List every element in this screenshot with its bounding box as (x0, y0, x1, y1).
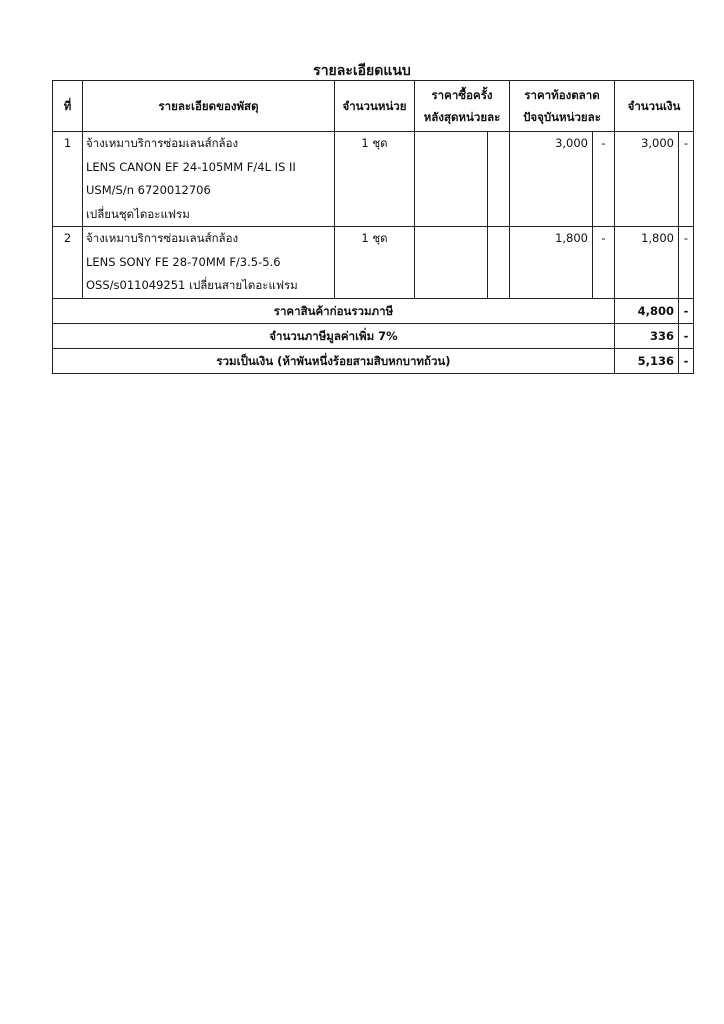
subtotal-label: ราคาสินค้าก่อนรวมภาษี (53, 298, 615, 323)
row-last-price-sub (488, 132, 510, 227)
description-line: USM/S/n 6720012706 (86, 183, 211, 197)
row-market-price: 1,800 (510, 227, 593, 299)
description-line: LENS SONY FE 28-70MM F/3.5-5.6 (86, 254, 281, 269)
header-quantity: จำนวนหน่วย (335, 81, 415, 132)
header-last-price (415, 81, 510, 132)
row-quantity: 1 ชุด (335, 132, 415, 227)
row-last-price (415, 132, 488, 227)
description-line: จ้างเหมาบริการซ่อมเลนส์กล้อง (86, 136, 239, 150)
subtotal-row (53, 298, 694, 323)
description-line: เปลี่ยนชุดไดอะแฟรม (86, 206, 190, 221)
header-last-price-line1: ราคาซื้อครั้ง (431, 88, 493, 102)
row-last-price (415, 227, 488, 299)
row-amount-sub: - (679, 132, 694, 227)
page-title: รายละเอียดแนบ (313, 63, 411, 79)
total-row (53, 348, 694, 373)
row-market-price: 3,000 (510, 132, 593, 227)
row-market-price-sub: - (593, 227, 615, 299)
header-amount: จำนวนเงิน (615, 81, 694, 132)
description-line: LENS CANON EF 24-105MM F/4L IS II (86, 159, 296, 174)
header-description: รายละเอียดของพัสดุ (83, 81, 335, 132)
description-line: จ้างเหมาบริการซ่อมเลนส์กล้อง (86, 231, 239, 245)
vat-label: จำนวนภาษีมูลค่าเพิ่ม 7% (53, 323, 615, 348)
header-last-price-line2: หลังสุดหน่วยละ (423, 110, 501, 124)
total-sub: - (679, 348, 694, 373)
vat-row (53, 323, 694, 348)
table-header-row (53, 81, 694, 132)
row-quantity: 1 ชุด (335, 227, 415, 299)
row-amount: 3,000 (615, 132, 679, 227)
description-line: OSS/s011049251 เปลี่ยนสายไดอะแฟรม (86, 278, 298, 292)
table-row (53, 132, 694, 227)
header-market-price-line1: ราคาท้องตลาด (524, 88, 600, 102)
row-last-price-sub (488, 227, 510, 299)
row-description (83, 227, 335, 299)
total-label: รวมเป็นเงิน (ห้าพันหนึ่งร้อยสามสิบหกบาทถ้วน) (53, 348, 615, 373)
row-no: 2 (53, 227, 83, 299)
items-table (52, 80, 694, 374)
row-description (83, 132, 335, 227)
total-value: 5,136 (615, 348, 679, 373)
row-amount: 1,800 (615, 227, 679, 299)
subtotal-sub: - (679, 298, 694, 323)
vat-sub: - (679, 323, 694, 348)
table-row (53, 227, 694, 299)
row-no: 1 (53, 132, 83, 227)
row-amount-sub: - (679, 227, 694, 299)
header-market-price-line2: ปัจจุบันหน่วยละ (523, 110, 601, 124)
vat-value: 336 (615, 323, 679, 348)
header-market-price (510, 81, 615, 132)
subtotal-value: 4,800 (615, 298, 679, 323)
header-no: ที่ (53, 81, 83, 132)
row-market-price-sub: - (593, 132, 615, 227)
